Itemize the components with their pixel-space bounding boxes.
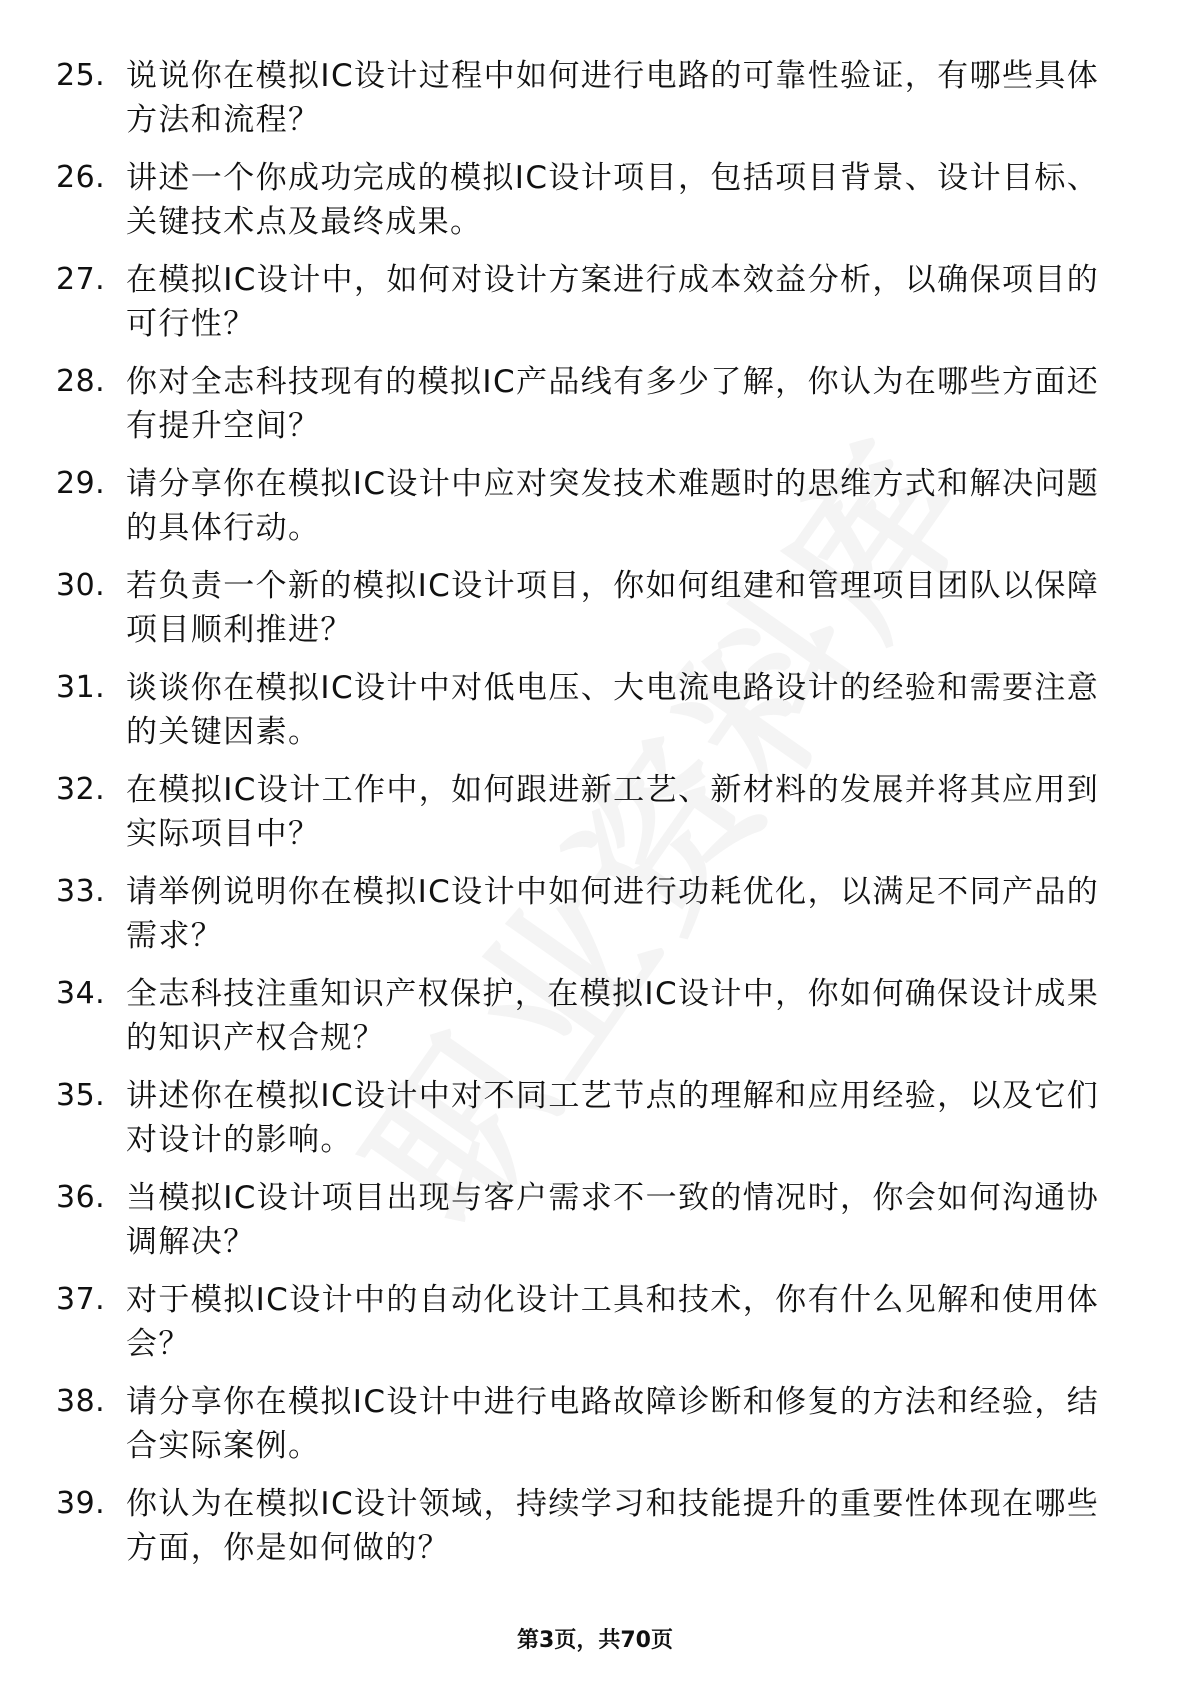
list-item — [0, 258, 1190, 360]
question-number: 29. — [56, 466, 106, 501]
question-number: 26. — [56, 160, 106, 195]
page-footer: 第3页，共70页 — [517, 1628, 673, 1653]
question-text: 说说你在模拟IC设计过程中如何进行电路的可靠性验证，有哪些具体方法和流程？ — [126, 58, 1100, 138]
list-item — [0, 462, 1190, 564]
question-text: 当模拟IC设计项目出现与客户需求不一致的情况时，你会如何沟通协调解决？ — [126, 1180, 1100, 1260]
question-text: 你认为在模拟IC设计领域，持续学习和技能提升的重要性体现在哪些方面，你是如何做的？ — [126, 1486, 1100, 1566]
question-number: 30. — [56, 568, 106, 603]
question-number: 28. — [56, 364, 106, 399]
question-text: 对于模拟IC设计中的自动化设计工具和技术，你有什么见解和使用体会？ — [126, 1282, 1100, 1362]
list-item — [0, 768, 1190, 870]
question-text: 在模拟IC设计中，如何对设计方案进行成本效益分析，以确保项目的可行性？ — [126, 262, 1100, 342]
list-item — [0, 156, 1190, 258]
question-number: 37. — [56, 1282, 106, 1317]
question-number: 38. — [56, 1384, 106, 1419]
list-item — [0, 1176, 1190, 1278]
list-item — [0, 564, 1190, 666]
question-number: 35. — [56, 1078, 106, 1113]
question-text: 在模拟IC设计工作中，如何跟进新工艺、新材料的发展并将其应用到实际项目中？ — [126, 772, 1100, 852]
list-item — [0, 1482, 1190, 1584]
question-text: 全志科技注重知识产权保护，在模拟IC设计中，你如何确保设计成果的知识产权合规？ — [126, 976, 1100, 1056]
list-item — [0, 1380, 1190, 1482]
list-item — [0, 870, 1190, 972]
question-text: 谈谈你在模拟IC设计中对低电压、大电流电路设计的经验和需要注意的关键因素。 — [126, 670, 1100, 750]
question-number: 27. — [56, 262, 106, 297]
question-number: 32. — [56, 772, 106, 807]
question-text: 请分享你在模拟IC设计中应对突发技术难题时的思维方式和解决问题的具体行动。 — [126, 466, 1100, 546]
question-number: 25. — [56, 58, 106, 93]
question-number: 34. — [56, 976, 106, 1011]
question-number: 33. — [56, 874, 106, 909]
list-item — [0, 666, 1190, 768]
list-item — [0, 1074, 1190, 1176]
question-text: 请举例说明你在模拟IC设计中如何进行功耗优化，以满足不同产品的需求？ — [126, 874, 1100, 954]
list-item — [0, 360, 1190, 462]
question-list — [0, 54, 1190, 1584]
question-text: 请分享你在模拟IC设计中进行电路故障诊断和修复的方法和经验，结合实际案例。 — [126, 1384, 1100, 1464]
question-number: 39. — [56, 1486, 106, 1521]
question-number: 31. — [56, 670, 106, 705]
list-item — [0, 54, 1190, 156]
question-text: 你对全志科技现有的模拟IC产品线有多少了解，你认为在哪些方面还有提升空间？ — [126, 364, 1100, 444]
question-number: 36. — [56, 1180, 106, 1215]
question-text: 讲述一个你成功完成的模拟IC设计项目，包括项目背景、设计目标、关键技术点及最终成果。 — [126, 160, 1100, 240]
question-text: 讲述你在模拟IC设计中对不同工艺节点的理解和应用经验，以及它们对设计的影响。 — [126, 1078, 1100, 1158]
question-text: 若负责一个新的模拟IC设计项目，你如何组建和管理项目团队以保障项目顺利推进？ — [126, 568, 1100, 648]
list-item — [0, 972, 1190, 1074]
list-item — [0, 1278, 1190, 1380]
